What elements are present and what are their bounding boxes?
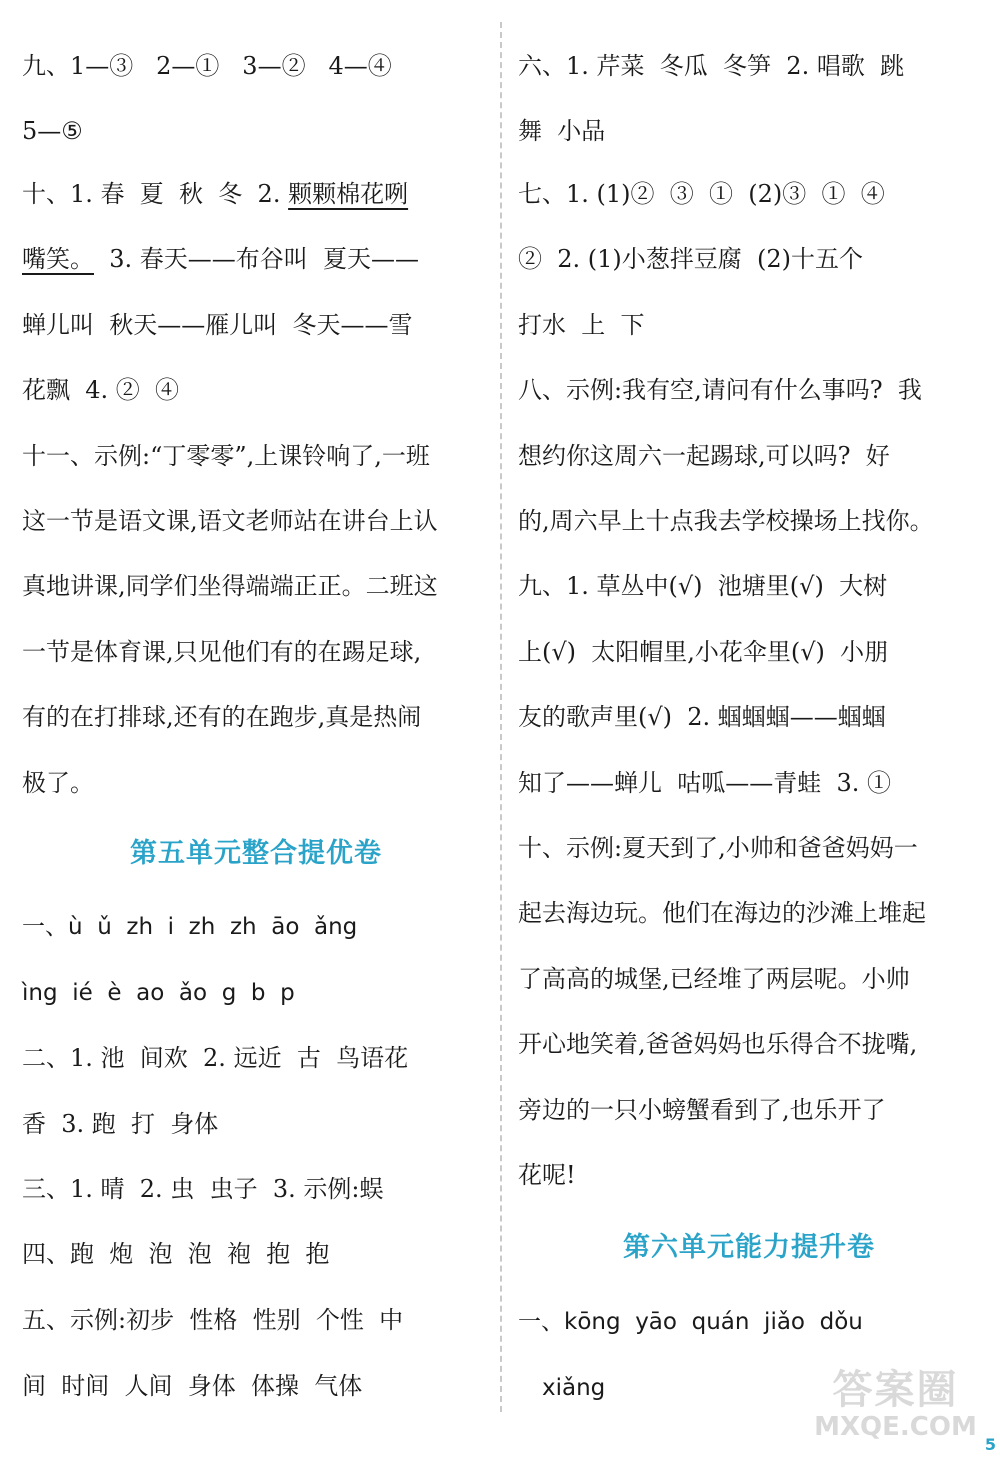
answer-line: 八、示例:我有空,请问有什么事吗? 我 (518, 376, 922, 404)
answer-line: 的,周六早上十点我去学校操场上找你。 (518, 507, 934, 535)
answer-line: 一、ù ǔ zh i zh zh āo ǎng (22, 914, 358, 940)
answer-line: 蝉儿叫 秋天——雁儿叫 冬天——雪 (22, 311, 413, 339)
answer-line: ② 2. (1)小葱拌豆腐 (2)十五个 (518, 245, 864, 273)
answer-line: 二、1. 池 间欢 2. 远近 古 鸟语花 (22, 1044, 409, 1072)
answer-line: 花飘 4. ② ④ (22, 376, 180, 404)
answer-line: 友的歌声里(√) 2. 蝈蝈蝈——蝈蝈 (518, 703, 886, 731)
answer-line: 打水 上 下 (518, 311, 645, 339)
underlined-answer: 颗颗棉花咧 (288, 180, 409, 208)
answer-line: 开心地笑着,爸爸妈妈也乐得合不拢嘴, (518, 1030, 918, 1058)
answer-line: xiǎng (542, 1375, 606, 1401)
answer-line: 极了。 (22, 769, 94, 797)
answer-line (22, 243, 419, 275)
answer-line: 有的在打排球,还有的在跑步,真是热闹 (22, 703, 422, 731)
answer-line: 六、1. 芹菜 冬瓜 冬笋 2. 唱歌 跳 (518, 52, 905, 80)
answer-line: 这一节是语文课,语文老师站在讲台上认 (22, 507, 438, 535)
answer-line: 上(√) 太阳帽里,小花伞里(√) 小朋 (518, 638, 889, 666)
answer-line: 五、示例:初步 性格 性别 个性 中 (22, 1306, 404, 1334)
answer-line: 旁边的一只小螃蟹看到了,也乐开了 (518, 1096, 886, 1124)
answer-line: 舞 小品 (518, 117, 606, 145)
answer-line: 四、跑 炮 泡 泡 袍 抱 抱 (22, 1240, 330, 1268)
answer-line (22, 178, 408, 210)
answer-line: 了高高的城堡,已经堆了两层呢。小帅 (518, 965, 910, 993)
answer-text: 3. 春天——布谷叫 夏天—— (94, 245, 420, 273)
answer-line: 起去海边玩。他们在海边的沙滩上堆起 (518, 899, 926, 927)
answer-line: 真地讲课,同学们坐得端端正正。二班这 (22, 572, 438, 600)
answer-line: 一、kōng yāo quán jiǎo dǒu (518, 1309, 863, 1335)
answer-text: 十、1. 春 夏 秋 冬 2. (22, 180, 289, 208)
answer-line: 三、1. 晴 2. 虫 虫子 3. 示例:蜈 (22, 1175, 384, 1203)
answer-line: 十一、示例:“丁零零”,上课铃响了,一班 (22, 442, 430, 470)
watermark-url: MXQE.COM (814, 1412, 977, 1442)
page-number: 5 (984, 1435, 996, 1454)
answer-line: 5—⑤ (22, 117, 83, 145)
section-title-unit5: 第五单元整合提优卷 (130, 838, 382, 869)
answer-line: 知了——蝉儿 咕呱——青蛙 3. ① (518, 769, 892, 797)
underlined-answer: 嘴笑。 (22, 245, 94, 273)
answer-line: 九、1—③ 2—① 3—② 4—④ (22, 52, 392, 80)
answer-line: 十、示例:夏天到了,小帅和爸爸妈妈一 (518, 834, 918, 862)
answer-line: 香 3. 跑 打 身体 (22, 1110, 219, 1138)
answer-line: 想约你这周六一起踢球,可以吗? 好 (518, 442, 890, 470)
answer-line: ìng ié è ao ǎo g b p (22, 980, 295, 1006)
watermark (813, 1368, 978, 1448)
answer-line: 一节是体育课,只见他们有的在踢足球, (22, 638, 422, 666)
answer-line: 花呢! (518, 1161, 576, 1189)
watermark-logo: 答案圈 (832, 1367, 959, 1413)
section-title-unit6: 第六单元能力提升卷 (623, 1232, 875, 1263)
answer-line: 七、1. (1)② ③ ① (2)③ ① ④ (518, 180, 885, 208)
answer-line: 九、1. 草丛中(√) 池塘里(√) 大树 (518, 572, 888, 600)
answer-line: 间 时间 人间 身体 体操 气体 (22, 1372, 363, 1400)
column-divider (500, 22, 502, 1412)
